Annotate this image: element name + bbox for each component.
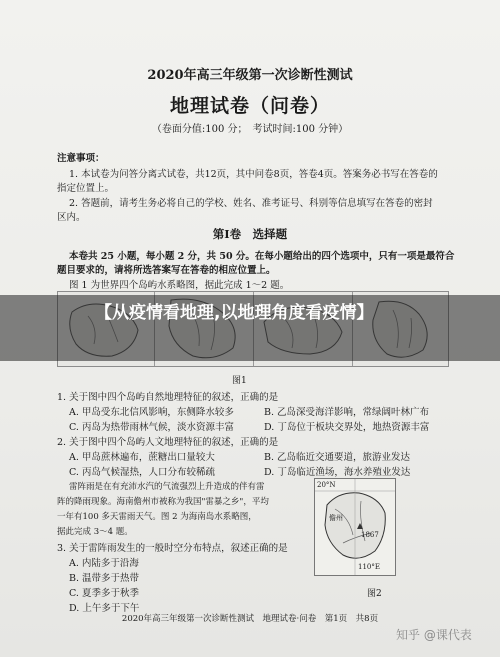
section-title: 第Ⅰ卷 选择题 <box>212 227 288 241</box>
passage-line: 据此完成 3～4 题。 <box>57 527 133 537</box>
passage-line: 雷阵雨是在有充沛水汽的气流强烈上升造成的伴有雷 <box>69 482 265 492</box>
question-2-option: A. 甲岛蔗林遍布，蔗糖出口量较大 <box>69 452 215 463</box>
question-1-option: B. 乙岛深受海洋影响，常绿阔叶林广布 <box>264 407 430 418</box>
source-watermark <box>396 626 472 643</box>
question-2-option: D. 丁岛临近渔场，海水养殖业发达 <box>264 467 411 478</box>
question-3-option: B. 温带多于热带 <box>69 573 140 584</box>
question-1-option: A. 甲岛受东北信风影响，东侧降水较多 <box>69 407 234 418</box>
question-3-stem: 3. 关于雷阵雨发生的一般时空分布特点，叙述正确的是 <box>57 543 288 554</box>
question-3-option: A. 内陆多于沿海 <box>69 558 139 569</box>
note-line: 区内。 <box>57 212 86 223</box>
question-1-option: D. 丁岛位于板块交界处，地热资源丰富 <box>264 422 430 433</box>
page-footer: 2020年高三年级第一次诊断性测试 地理试卷·问卷 第1页 共8页 <box>121 614 379 624</box>
passage-line: 阵的降雨现象。海南儋州市被称为我国"雷暴之乡"，平均 <box>57 497 269 507</box>
paper-meta: （卷面分值:100 分； 考试时间:100 分钟） <box>151 124 349 135</box>
paper-title: 地理试卷（问卷） <box>169 95 330 117</box>
question-1-stem: 1. 关于图中四个岛屿自然地理特征的叙述，正确的是 <box>57 392 279 403</box>
note-line: 1. 本试卷为问答分离式试卷，共12页，其中问卷8页，答卷4页。答案务必书写在答卷的 <box>69 169 438 180</box>
question-1-option: C. 丙岛为热带雨林气候，淡水资源丰富 <box>69 422 234 433</box>
figure2-hainan-map <box>314 478 396 576</box>
question-2-option: C. 丙岛气候湿热，人口分布较稀疏 <box>69 467 215 478</box>
question-3-option: D. 上午多于下午 <box>69 603 140 614</box>
watermark-text: 知乎 @课代表 <box>396 628 472 642</box>
figure1-intro: 图 1 为世界四个岛屿水系略图，据此完成 1～2 题。 <box>69 280 290 291</box>
passage-line: 一年有100 多天雷雨天气。图 2 为海南岛水系略图， <box>57 512 257 522</box>
question-3-option: C. 夏季多于秋季 <box>69 588 139 599</box>
question-2-option: B. 乙岛临近交通要道，旅游业发达 <box>264 452 411 463</box>
longitude-label: 110°E <box>358 563 380 571</box>
hainan-island-outline <box>315 479 395 575</box>
figure2-caption: 图2 <box>367 589 382 599</box>
section-intro: 本卷共 25 小题，每小题 2 分，共 50 分。在每小题给出的四个选项中，只有一项是最符合 <box>69 251 455 262</box>
peak-elevation-label: 1867 <box>361 531 379 539</box>
banner-title: 【从疫情看地理,以地理角度看疫情】 <box>95 303 374 323</box>
exam-title: 2020年高三年级第一次诊断性测试 <box>147 68 353 83</box>
figure1-caption: 图1 <box>232 376 247 386</box>
note-line: 2. 答题前，请考生务必将自己的学校、姓名、准考证号、科别等信息填写在答卷的密封 <box>69 198 433 209</box>
notes-heading: 注意事项： <box>57 153 105 164</box>
latitude-label: 20°N <box>317 481 336 489</box>
section-intro: 题目要求的，请将所选答案写在答卷的相应位置上。 <box>57 265 276 276</box>
note-line: 指定位置上。 <box>57 183 115 194</box>
question-2-stem: 2. 关于图中四个岛屿人文地理特征的叙述，正确的是 <box>57 437 279 448</box>
city-label: 儋州 <box>329 514 343 522</box>
